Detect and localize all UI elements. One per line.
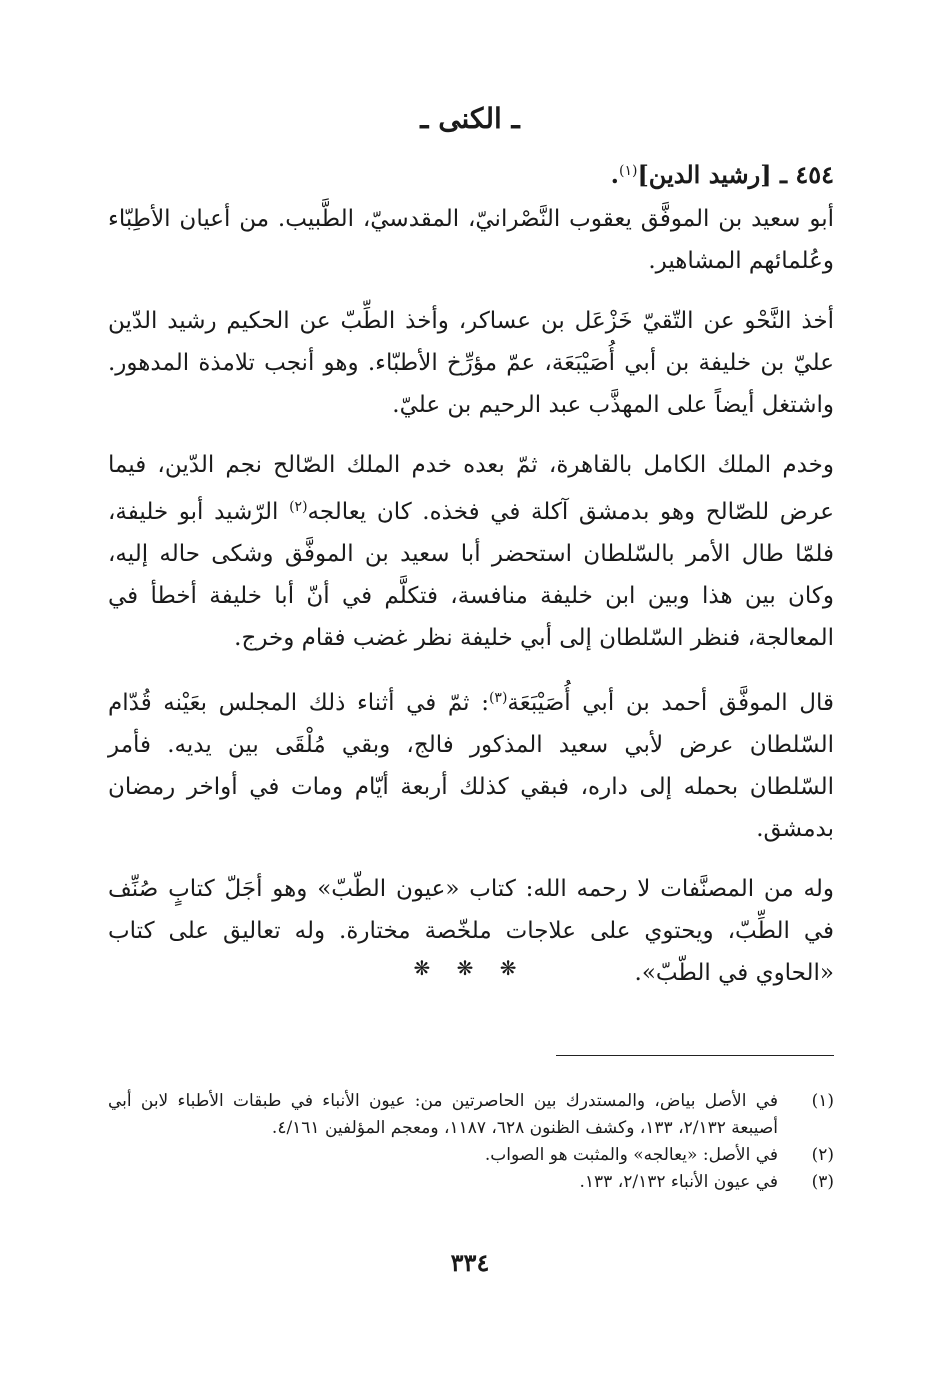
paragraph-service-part-1: وخدم الملك الكامل بالقاهرة، ثمّ بعده خدم الملك الصّالح نجم الدّين، فيما عرض للصّالح وهو بدمشق آكلة في فخذه. كان يعالجه xyxy=(108,452,834,525)
footnote-text: في الأصل: «يعالجه» والمثبت هو الصواب. xyxy=(484,1145,778,1165)
footnotes xyxy=(108,1088,834,1196)
footnote-ref-1: (١) xyxy=(618,163,638,179)
paragraph-works: وله من المصنَّفات لا رحمه الله: كتاب «عيون الطّبّ» وهو أجَلّ كتابٍ صُنِّف في الطِّبّ، ويحتوي على علاجات ملخّصة مختارة. وله تعاليق على كتاب «الحاوي في الطّبّ». xyxy=(108,876,834,986)
footnote-number: (٣) xyxy=(811,1172,834,1192)
footnote-ref-2: (٢) xyxy=(289,499,308,515)
entry-number-and-name: ٤٥٤ ـ [رشيد الدين] xyxy=(637,160,834,189)
paragraph-death-part-1: قال الموفَّق أحمد بن أبي أُصَيْبَعَة xyxy=(507,690,834,716)
entry-heading xyxy=(108,150,834,196)
paragraph-studies: أخذ النَّحْو عن التّقيّ خَزْعَل بن عساكر، وأخذ الطِّبّ عن الحكيم رشيد الدّين عليّ بن خليفة بن أبي أُصَيْبَعَة، عمّ مؤرِّخ الأطبّاء. وهو أنجب تلامذة المدهور. واشتغل أيضاً على المهذَّب عبد الرحيم بن عليّ. xyxy=(108,308,834,418)
main-text xyxy=(108,150,834,1012)
entry-heading-end: . xyxy=(610,160,619,189)
footnote-number: (٢) xyxy=(811,1145,834,1165)
footnote-item xyxy=(108,1088,834,1142)
footnote-text: في عيون الأنباء ٢/١٣٢، ١٣٣. xyxy=(579,1172,778,1192)
running-head: ـ الكنى ـ xyxy=(420,102,520,135)
footnote-number: (١) xyxy=(811,1091,834,1111)
footnote-item xyxy=(108,1142,834,1169)
paragraph-death xyxy=(108,677,834,850)
paragraph-service xyxy=(108,444,834,659)
footnote-divider xyxy=(556,1055,834,1056)
page-number: ٣٣٤ xyxy=(450,1248,490,1277)
footnote-text: في الأصل بياض، والمستدرك بين الحاصرتين من: عيون الأنباء في طبقات الأطباء لابن أبي أصيبعة ٢/١٣٢، ١٣٣، وكشف الظنون ٦٢٨، ١١٨٧، ومعجم المؤلفين ٤/١٦١. xyxy=(108,1091,778,1138)
footnote-ref-3: (٣) xyxy=(488,690,508,706)
section-separator: ❋ ❋ ❋ xyxy=(413,956,527,980)
paragraph-service-part-2: الرّشيد أبو خليفة، فلمّا طال الأمر بالسّلطان استحضر أبا سعيد بن الموفَّق وشكى حاله إليه، وكان بين هذا وبين ابن خليفة منافسة، فتكلَّم في أنّ أبا خليفة أخطأ في المعالجة، فنظر السّلطان إلى أبي خليفة نظر غضب فقام وخرج. xyxy=(108,499,834,651)
footnote-item xyxy=(108,1169,834,1196)
paragraph-intro: أبو سعيد بن الموفَّق يعقوب النَّصْرانيّ، المقدسيّ، الطَّبيب. من أعيان الأطِبّاء وعُلمائهم المشاهير. xyxy=(108,206,834,274)
paragraph-death-part-2: : ثمّ في أثناء ذلك المجلس بعَيْنه قُدّام السّلطان عرض لأبي سعيد المذكور فالج، وبقي مُلْقَى بين يديه. فأمر السّلطان بحمله إلى داره، فبقي كذلك أربعة أيّام ومات في أواخر رمضان بدمشق. xyxy=(108,690,834,842)
